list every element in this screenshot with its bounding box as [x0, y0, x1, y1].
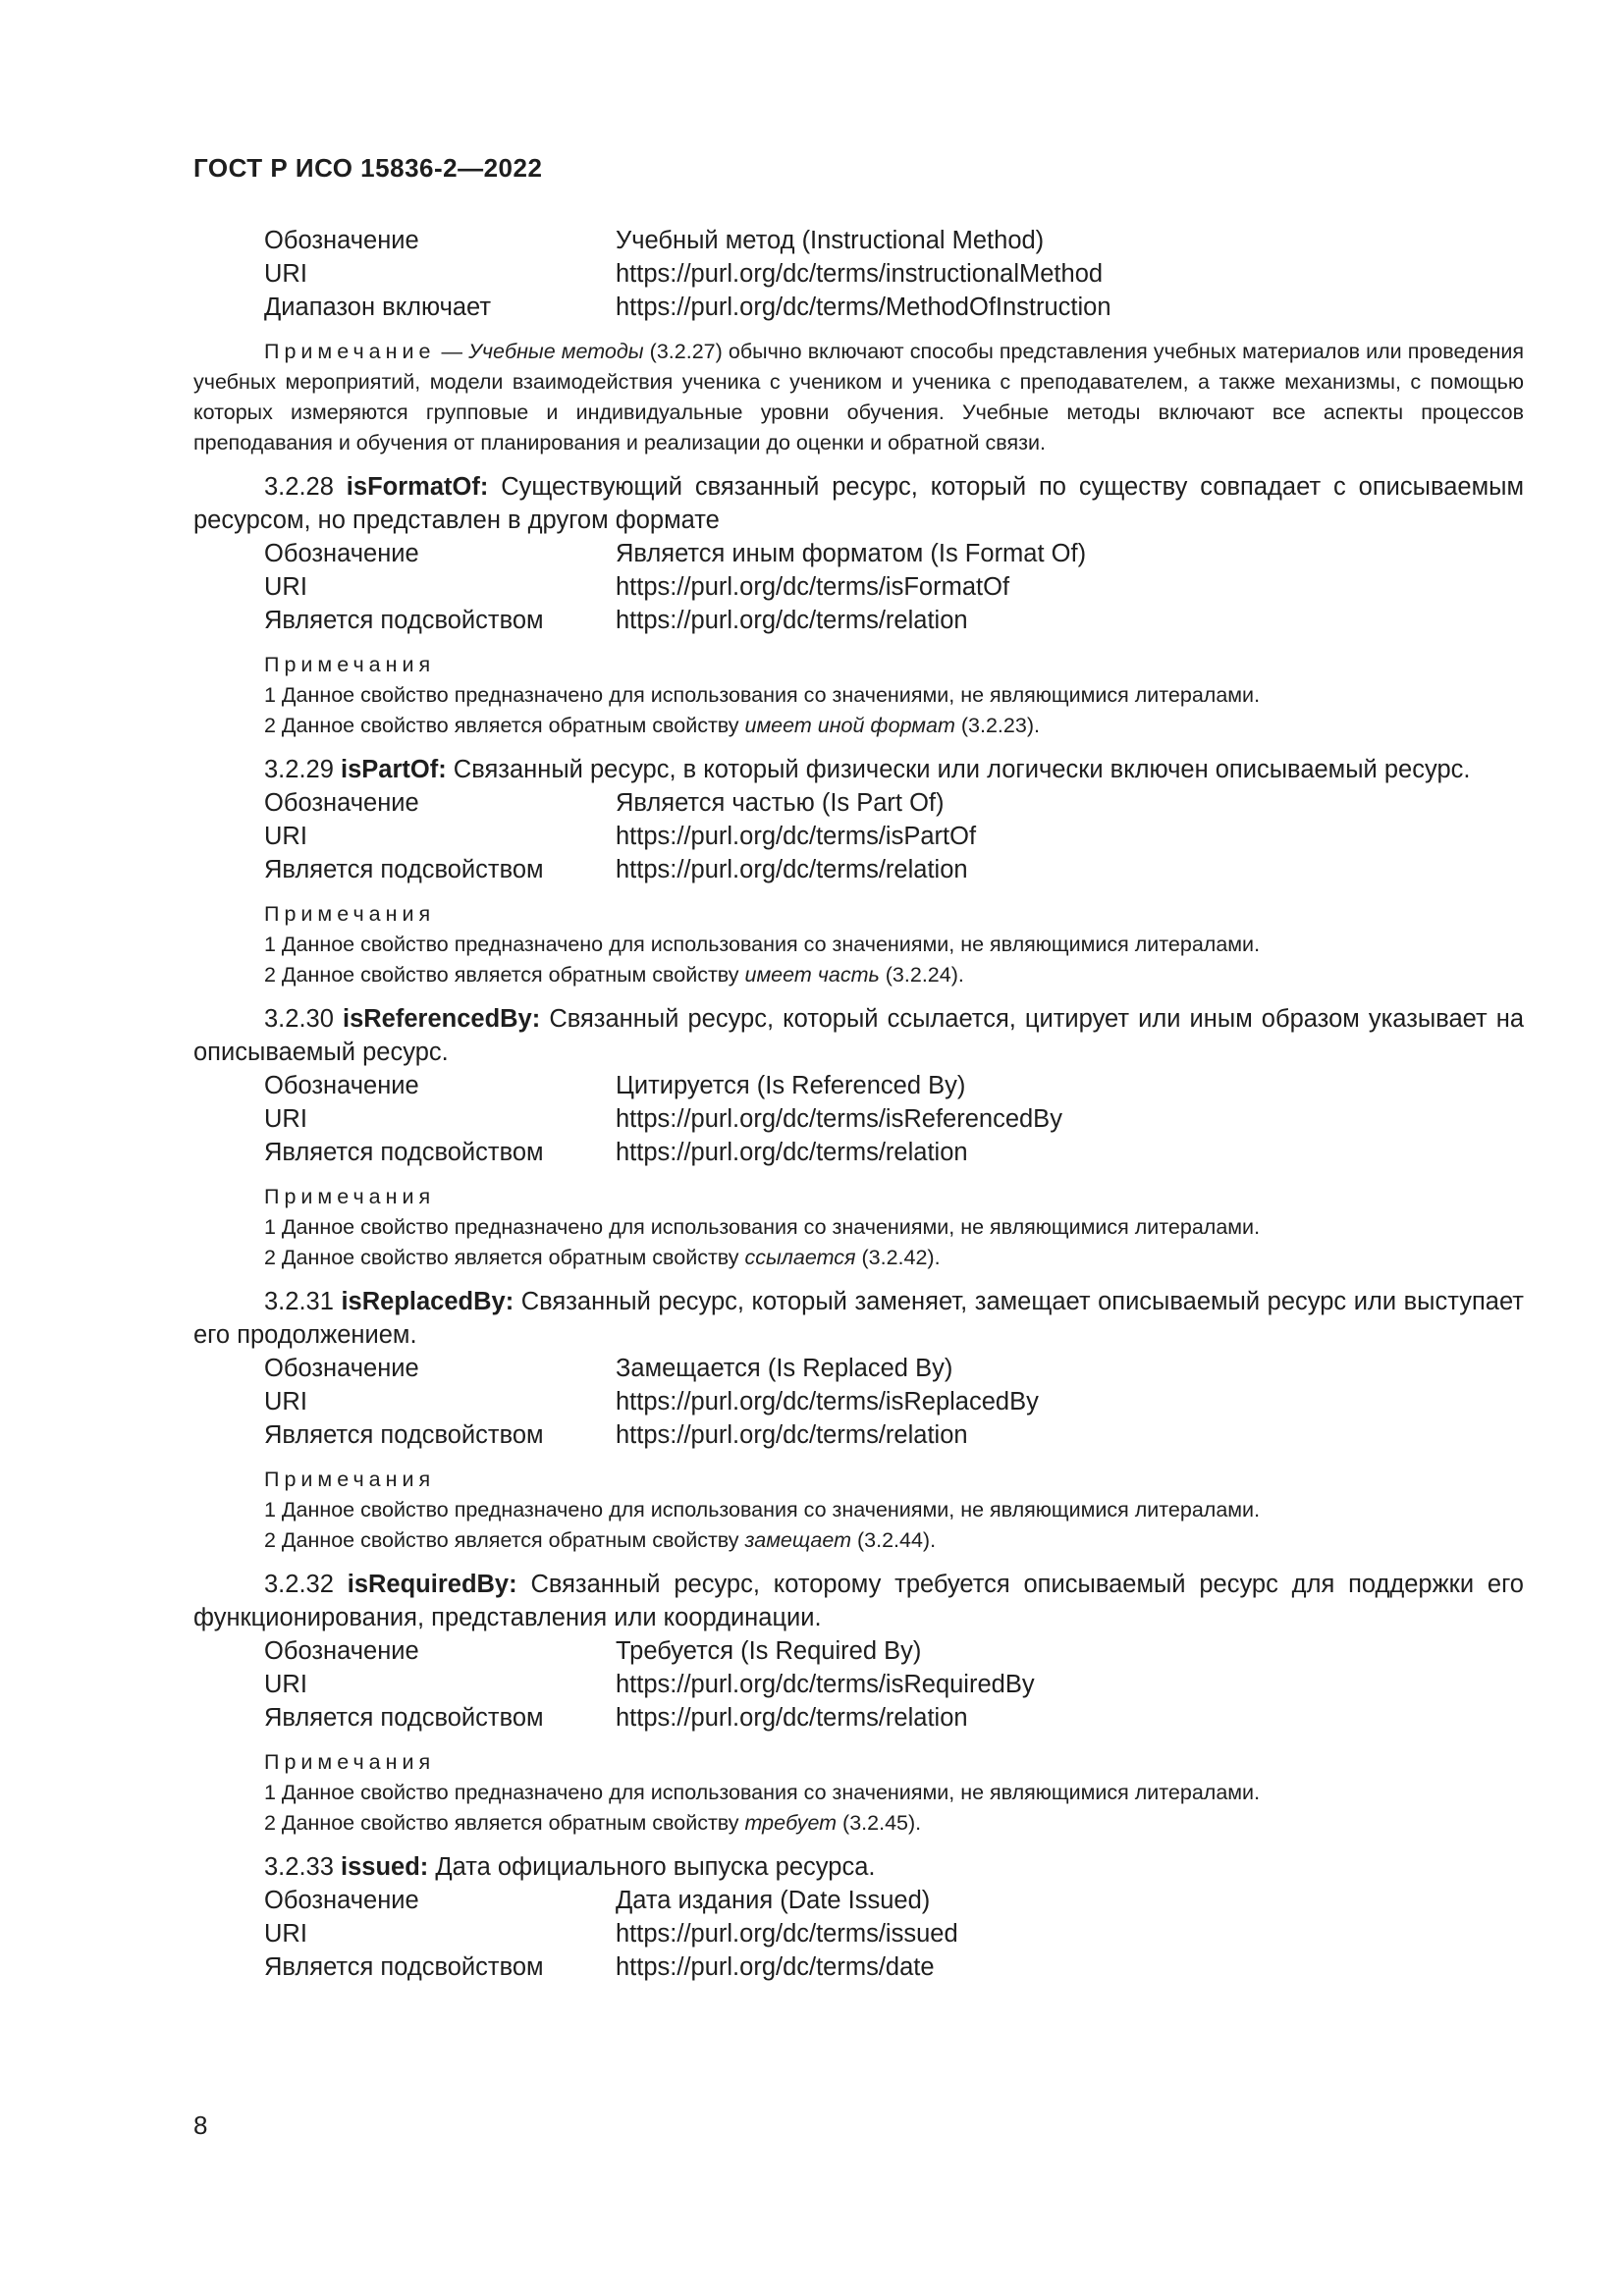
term-name: isReferencedBy: [342, 1005, 541, 1033]
attribute-label: Обозначение [264, 1637, 419, 1665]
note-2-italic-term: замещает [744, 1528, 852, 1552]
term-text: Связанный ресурс, в который физически или логически включен описываемый ресурс. [453, 756, 1471, 783]
term-text: Связанный ресурс, которому требуется описываемый ресурс для поддержки его функционирования, представления или координации. [193, 1571, 1524, 1631]
attribute-row [193, 1136, 1524, 1169]
attribute-label: URI [264, 573, 307, 601]
notes-title: Примечания [264, 1750, 436, 1774]
note-2 [193, 960, 1524, 990]
attribute-row [193, 1385, 1524, 1418]
attribute-row [193, 604, 1524, 637]
term-text: Связанный ресурс, который заменяет, замещает описываемый ресурс или выступает его продолжением. [193, 1288, 1524, 1349]
attribute-value: https://purl.org/dc/terms/date [616, 1953, 935, 1981]
attribute-label: Является подсвойством [264, 1139, 544, 1166]
term-definition [193, 1850, 1524, 1884]
attribute-row [193, 224, 1524, 257]
attribute-value: https://purl.org/dc/terms/relation [616, 856, 968, 883]
attribute-row [193, 1668, 1524, 1701]
term-name: isPartOf: [341, 756, 447, 783]
term-text: Дата официального выпуска ресурса. [435, 1853, 876, 1881]
term-name: isFormatOf: [346, 473, 489, 501]
note-prefix: Примечание [264, 340, 436, 363]
note-2-ref: (3.2.44). [851, 1528, 937, 1552]
attribute-row [193, 1701, 1524, 1735]
note-1: 1 Данное свойство предназначено для использования со значениями, не являющимися литералами. [264, 1498, 1261, 1522]
attribute-row [193, 570, 1524, 604]
page-header-doc-id: ГОСТ Р ИСО 15836-2—2022 [193, 153, 543, 183]
attribute-row [193, 537, 1524, 570]
attribute-label: URI [264, 260, 307, 288]
term-name: isReplacedBy: [341, 1288, 514, 1315]
term-text: Существующий связанный ресурс, который по существу совпадает с описываемым ресурсом, но представлен в другом формате [193, 473, 1524, 534]
attribute-label: URI [264, 1671, 307, 1698]
note-1: 1 Данное свойство предназначено для использования со значениями, не являющимися литералами. [264, 1781, 1261, 1804]
attribute-value: https://purl.org/dc/terms/isFormatOf [616, 573, 1010, 601]
note-2-ref: (3.2.45). [837, 1811, 922, 1835]
term-definition [193, 1285, 1524, 1352]
note-2-text: 2 Данное свойство является обратным свойству [264, 1811, 745, 1835]
attribute-label: Является подсвойством [264, 1953, 544, 1981]
attribute-label: Обозначение [264, 1887, 419, 1914]
note-2 [193, 1243, 1524, 1273]
term-definition [193, 1568, 1524, 1634]
notes-title: Примечания [264, 902, 436, 926]
attribute-value: https://purl.org/dc/terms/isReferencedBy [616, 1105, 1062, 1133]
term-definition [193, 753, 1524, 786]
note-1: 1 Данное свойство предназначено для использования со значениями, не являющимися литералами. [264, 683, 1261, 707]
attribute-label: Диапазон включает [264, 294, 492, 321]
attribute-value: https://purl.org/dc/terms/relation [616, 1704, 968, 1732]
attribute-value: Является частью (Is Part Of) [616, 789, 945, 817]
term-entry [193, 1850, 1524, 1984]
term-entry [193, 1285, 1524, 1556]
page-content [193, 224, 1524, 1984]
attribute-label: Обозначение [264, 540, 419, 567]
attribute-row [193, 257, 1524, 291]
term-name: issued: [341, 1853, 429, 1881]
page-number: 8 [193, 2110, 208, 2140]
attribute-row [193, 786, 1524, 820]
attribute-label: Обозначение [264, 227, 419, 254]
attribute-row [193, 1634, 1524, 1668]
attribute-value: Цитируется (Is Referenced By) [616, 1072, 966, 1099]
note-1: 1 Данное свойство предназначено для использования со значениями, не являющимися литералами. [264, 933, 1261, 956]
attribute-value: Замещается (Is Replaced By) [616, 1355, 953, 1382]
term-number: 3.2.28 [264, 473, 334, 501]
attribute-value: https://purl.org/dc/terms/isRequiredBy [616, 1671, 1035, 1698]
attribute-row [193, 1950, 1524, 1984]
note-2-text: 2 Данное свойство является обратным свойству [264, 714, 745, 737]
term-text: Связанный ресурс, который ссылается, цитирует или иным образом указывает на описываемый ресурс. [193, 1005, 1525, 1066]
term-entry [193, 470, 1524, 741]
term-number: 3.2.31 [264, 1288, 334, 1315]
attribute-label: Является подсвойством [264, 607, 544, 634]
attribute-label: Обозначение [264, 1355, 419, 1382]
notes-title: Примечания [264, 1185, 436, 1208]
attribute-value: Требуется (Is Required By) [616, 1637, 922, 1665]
term-number: 3.2.33 [264, 1853, 334, 1881]
note-italic-term: Учебные методы [468, 340, 644, 363]
attribute-label: Обозначение [264, 1072, 419, 1099]
term-entry [193, 1568, 1524, 1839]
notes-title: Примечания [264, 653, 436, 676]
attribute-label: Является подсвойством [264, 856, 544, 883]
attribute-row [193, 820, 1524, 853]
attribute-label: URI [264, 823, 307, 850]
attribute-value: https://purl.org/dc/terms/relation [616, 1421, 968, 1449]
attribute-value: Является иным форматом (Is Format Of) [616, 540, 1087, 567]
note-2 [193, 1525, 1524, 1556]
attribute-value: https://purl.org/dc/terms/isPartOf [616, 823, 977, 850]
attribute-value: https://purl.org/dc/terms/issued [616, 1920, 958, 1948]
term-number: 3.2.32 [264, 1571, 334, 1598]
note-2-italic-term: имеет иной формат [744, 714, 955, 737]
term-definition [193, 470, 1524, 537]
attribute-value: https://purl.org/dc/terms/isReplacedBy [616, 1388, 1039, 1415]
term-entry [193, 753, 1524, 990]
attribute-value: Учебный метод (Instructional Method) [616, 227, 1045, 254]
attribute-row [193, 1352, 1524, 1385]
term-number: 3.2.30 [264, 1005, 334, 1033]
attribute-row [193, 1884, 1524, 1917]
attribute-value: https://purl.org/dc/terms/relation [616, 1139, 968, 1166]
attribute-value: https://purl.org/dc/terms/instructionalMethod [616, 260, 1104, 288]
attribute-label: URI [264, 1388, 307, 1415]
note-2-italic-term: ссылается [744, 1246, 856, 1269]
note-1: 1 Данное свойство предназначено для использования со значениями, не являющимися литералами. [264, 1215, 1261, 1239]
note-text: (3.2.27) обычно включают способы представления учебных материалов или проведения учебных мероприятий, модели взаимодействия ученика с учеником и ученика с преподавателем, а также механизмы, с помощью которых измеряются групповые и индивидуальные уровни обучения. Учебные методы включают все аспекты процессов преподавания и обучения от планирования и реализации до оценки и обратной связи. [193, 340, 1524, 454]
attribute-label: URI [264, 1105, 307, 1133]
attribute-row [193, 1069, 1524, 1102]
attribute-value: Дата издания (Date Issued) [616, 1887, 931, 1914]
top-note [193, 337, 1524, 458]
attribute-value: https://purl.org/dc/terms/MethodOfInstruction [616, 294, 1111, 321]
note-2 [193, 711, 1524, 741]
note-2-text: 2 Данное свойство является обратным свойству [264, 963, 745, 987]
note-2-text: 2 Данное свойство является обратным свойству [264, 1246, 745, 1269]
attribute-row [193, 1102, 1524, 1136]
note-2 [193, 1808, 1524, 1839]
note-2-italic-term: имеет часть [744, 963, 880, 987]
term-entry [193, 1002, 1524, 1273]
attribute-row [193, 291, 1524, 324]
note-2-text: 2 Данное свойство является обратным свойству [264, 1528, 745, 1552]
note-2-italic-term: требует [744, 1811, 838, 1835]
top-attribute-table [193, 224, 1524, 324]
notes-title: Примечания [264, 1468, 436, 1491]
note-dash: — [435, 340, 469, 363]
attribute-label: Является подсвойством [264, 1421, 544, 1449]
attribute-row [193, 1418, 1524, 1452]
term-name: isRequiredBy: [347, 1571, 517, 1598]
attribute-label: URI [264, 1920, 307, 1948]
note-2-ref: (3.2.23). [954, 714, 1040, 737]
term-definition [193, 1002, 1524, 1069]
attribute-row [193, 853, 1524, 886]
attribute-value: https://purl.org/dc/terms/relation [616, 607, 968, 634]
term-number: 3.2.29 [264, 756, 334, 783]
attribute-label: Является подсвойством [264, 1704, 544, 1732]
attribute-label: Обозначение [264, 789, 419, 817]
note-2-ref: (3.2.42). [855, 1246, 941, 1269]
note-2-ref: (3.2.24). [879, 963, 964, 987]
attribute-row [193, 1917, 1524, 1950]
